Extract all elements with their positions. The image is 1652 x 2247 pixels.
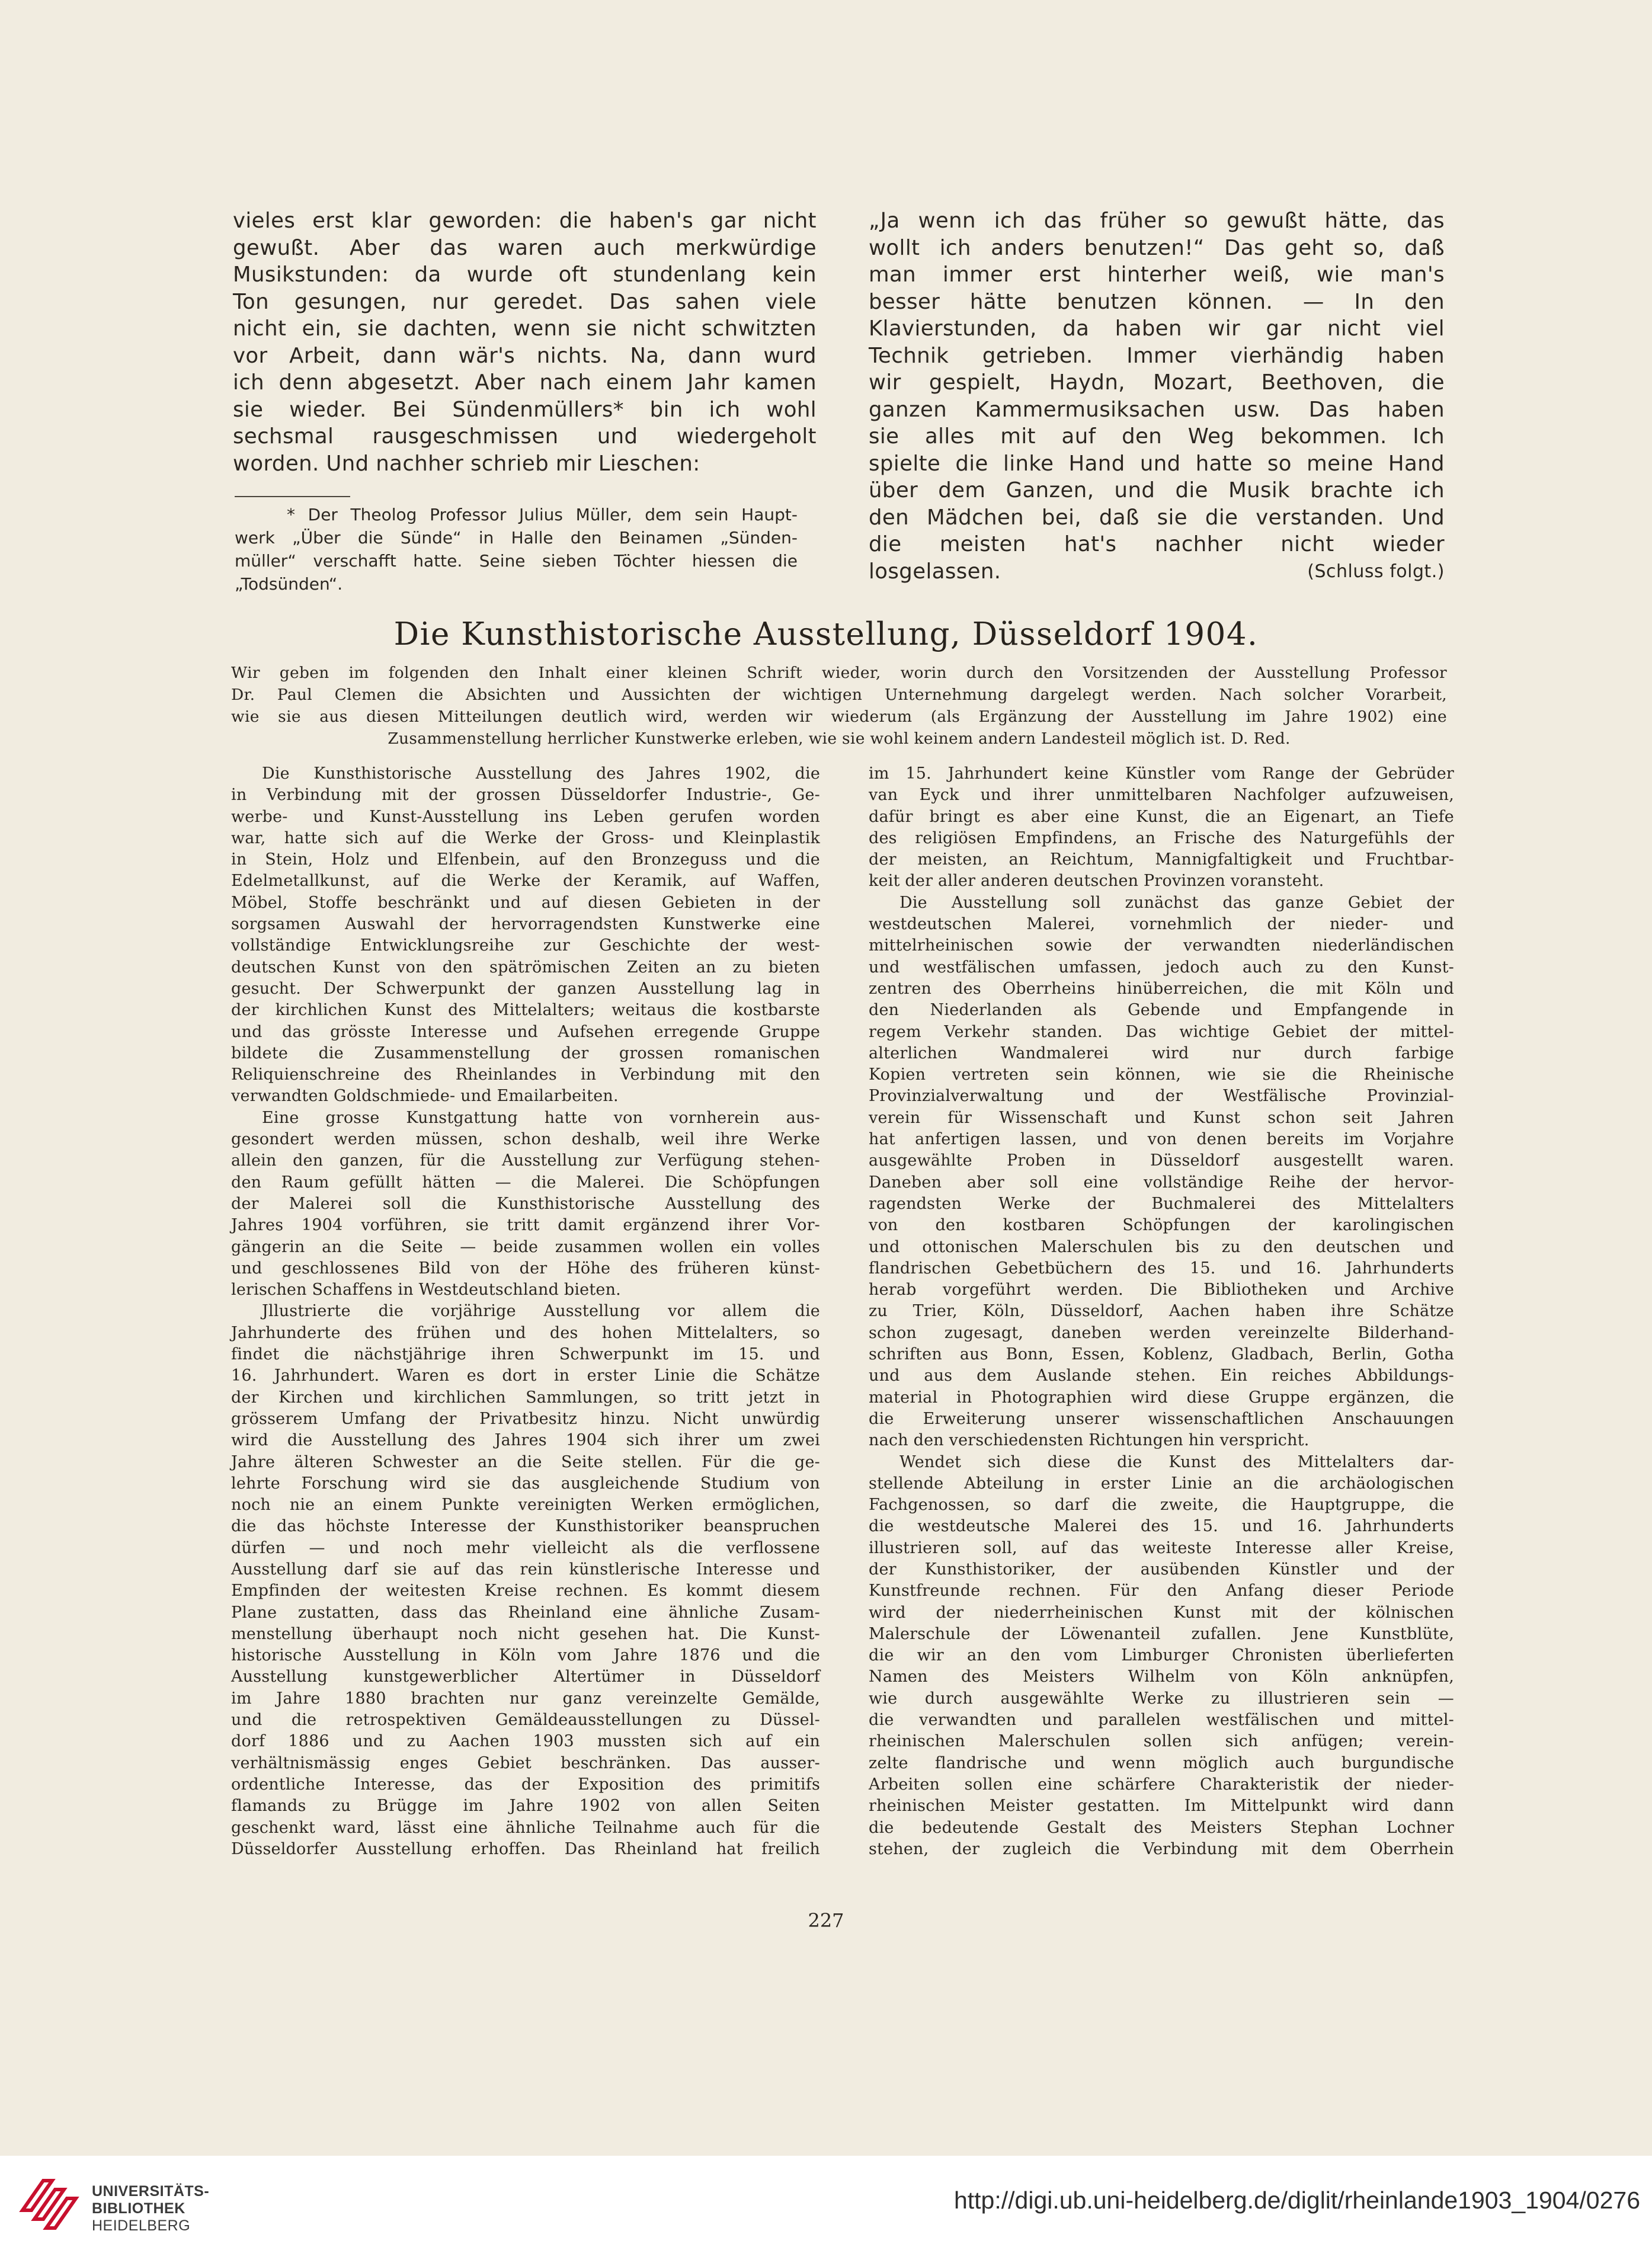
text-line: über dem Ganzen, und die Musik brachte ich: [869, 478, 1445, 502]
text-line: keit der aller anderen deutschen Provinzen voransteht.: [869, 872, 1324, 891]
text-line: Zusammenstellung herrlicher Kunstwerke erleben, wie sie wohl keinem andern Landesteil möglich ist. D. Red.: [388, 729, 1291, 748]
text-line: den Niederlanden als Gebende und Empfangende in: [869, 1001, 1454, 1020]
text-line: worden. Und nachher schrieb mir Lieschen:: [233, 451, 700, 476]
text-line: in Verbindung mit der grossen Düsseldorfer Industrie-, Ge-: [231, 786, 820, 805]
text-line: des religiösen Empfindens, an Frische des Naturgefühls der: [869, 828, 1454, 847]
text-line: wird der niederrheinischen Kunst mit der kölnischen: [869, 1603, 1454, 1622]
text-line: findet die nächstjährige ihren Schwerpunkt im 15. und: [231, 1345, 820, 1364]
text-line: schriften aus Bonn, Essen, Koblenz, Gladbach, Berlin, Gotha: [869, 1345, 1454, 1364]
text-line: stehen, der zugleich die Verbindung mit dem Oberrhein: [869, 1839, 1454, 1858]
text-line: die Erweiterung unserer wissenschaftlichen Anschauungen: [869, 1409, 1454, 1428]
text-line: Jllustrierte die vorjährige Ausstellung vor allem die: [262, 1302, 820, 1321]
library-logo-icon: [17, 2169, 83, 2235]
editorial-intro: [231, 662, 1447, 750]
text-line: Technik getrieben. Immer vierhändig haben: [869, 343, 1445, 368]
text-line: verwandten Goldschmiede- und Emailarbeiten.: [231, 1087, 619, 1106]
text-line: westdeutschen Malerei, vornehmlich der nieder- und: [869, 915, 1454, 934]
text-line: Jahrhunderte des frühen und des hohen Mittelalters, so: [231, 1323, 820, 1342]
text-line: dorf 1886 und zu Aachen 1903 mussten sich auf ein: [231, 1732, 820, 1751]
text-line: gängerin an die Seite — beide zusammen wollen ein volles: [231, 1237, 820, 1256]
text-line: und das grösste Interesse und Aufsehen erregende Gruppe: [231, 1022, 820, 1041]
text-line: die verwandten und parallelen westfälischen und mittel-: [869, 1711, 1454, 1730]
text-line: wie durch ausgewählte Werke zu illustrieren sein —: [869, 1689, 1454, 1708]
text-line: dafür bringt es aber eine Kunst, die an Eigenart, an Tiefe: [869, 807, 1454, 826]
text-line: dürfen — und noch mehr vielleicht als die verflossene: [231, 1538, 820, 1557]
text-line: die westdeutsche Malerei des 15. und 16. Jahrhunderts: [869, 1517, 1454, 1536]
text-line: lerischen Schaffens in Westdeutschland bieten.: [231, 1281, 621, 1299]
text-line: historische Ausstellung in Köln vom Jahre 1876 und die: [231, 1646, 820, 1665]
text-line: Die Kunsthistorische Ausstellung des Jahres 1902, die: [262, 764, 820, 783]
text-line: Empfinden der weitesten Kreise rechnen. Es kommt diesem: [231, 1582, 820, 1601]
lower-left-column: [231, 763, 820, 1860]
text-line: Möbel, Stoffe beschränkt und auf diesen Gebieten in der: [231, 893, 820, 912]
text-line: bildete die Zusammenstellung der grossen romanischen: [231, 1044, 820, 1062]
text-line: gesucht. Der Schwerpunkt der ganzen Ausstellung lag in: [231, 979, 820, 998]
text-line: stellende Abteilung in erster Linie an die archäologischen: [869, 1474, 1454, 1493]
text-line: 16. Jahrhundert. Waren es dort in erster Linie die Schätze: [231, 1366, 820, 1385]
continued-note: (Schluss folgt.): [1307, 561, 1445, 582]
text-line: besser hätte benutzen können. — In den: [869, 289, 1445, 314]
text-line: und geschlossenes Bild von der Höhe des früheren künst-: [231, 1259, 820, 1278]
text-line: die meisten hat's nachher nicht wieder: [869, 532, 1445, 556]
text-line: gewußt. Aber das waren auch merkwürdige: [233, 235, 817, 260]
text-line: Kunstfreunde rechnen. Für den Anfang dieser Periode: [869, 1582, 1454, 1601]
text-line: im 15. Jahrhundert keine Künstler vom Range der Gebrüder: [869, 764, 1454, 783]
library-name-line3: HEIDELBERG: [92, 2217, 191, 2234]
text-line: wollt ich anders benutzen!“ Das geht so, daß: [869, 235, 1445, 260]
text-line: lehrte Forschung wird sie das ausgleichende Studium von: [231, 1474, 820, 1493]
text-line: der meisten, an Reichtum, Mannigfaltigkeit und Fruchtbar-: [869, 850, 1454, 869]
text-line: sie alles mit auf den Weg bekommen. Ich: [869, 424, 1445, 449]
library-name-line2: BIBLIOTHEK: [92, 2200, 185, 2217]
text-line: Provinzialverwaltung und der Westfälische Provinzial-: [869, 1087, 1454, 1106]
text-line: nicht ein, sie dachten, wenn sie nicht schwitzten: [233, 316, 817, 341]
article-heading: Die Kunsthistorische Ausstellung, Düsseldorf 1904.: [393, 616, 1259, 652]
text-line: herab vorgeführt werden. Die Bibliotheken und Archive: [869, 1281, 1454, 1299]
text-line: gesondert werden müssen, schon deshalb, weil ihre Werke: [231, 1130, 820, 1149]
text-line: regem Verkehr standen. Das wichtige Gebiet der mittel-: [869, 1022, 1454, 1041]
text-line: „Ja wenn ich das früher so gewußt hätte, das: [869, 209, 1445, 233]
text-line: man immer erst hinterher weiß, wie man's: [869, 263, 1445, 287]
text-line: und die retrospektiven Gemäldeausstellungen zu Düssel-: [231, 1711, 820, 1730]
text-line: den Raum gefüllt hätten — die Malerei. Die Schöpfungen: [231, 1173, 820, 1192]
text-line: vollständige Entwicklungsreihe zur Geschichte der west-: [231, 936, 820, 955]
text-line: der Kunsthistoriker, der ausübenden Künstler und der: [869, 1560, 1454, 1579]
text-line: zu Trier, Köln, Düsseldorf, Aachen haben ihre Schätze: [869, 1302, 1454, 1321]
text-line: wir gespielt, Haydn, Mozart, Beethoven, die: [869, 370, 1445, 395]
source-url-link[interactable]: http://digi.ub.uni-heidelberg.de/diglit/rheinlande1903_1904/0276: [953, 2187, 1640, 2214]
text-line: verein für Wissenschaft und Kunst schon seit Jahren: [869, 1108, 1454, 1127]
text-line: allein den ganzen, für die Ausstellung zur Verfügung stehen-: [231, 1151, 820, 1170]
text-line: der Malerei soll die Kunsthistorische Ausstellung des: [231, 1194, 820, 1213]
text-line: Klavierstunden, da haben wir gar nicht viel: [869, 316, 1445, 341]
library-name: [92, 2183, 209, 2235]
text-line: Arbeiten sollen eine schärfere Charakteristik der nieder-: [869, 1775, 1454, 1794]
text-line: und westfälischen umfassen, jedoch auch zu den Kunst-: [869, 958, 1454, 977]
text-line: sechsmal rausgeschmissen und wiedergeholt: [233, 424, 817, 449]
text-line: flandrischen Gebetbüchern des 15. und 16. Jahrhunderts: [869, 1259, 1454, 1278]
text-line: wird die Ausstellung des Jahres 1904 sich ihrer um zwei: [231, 1431, 820, 1450]
text-line: sie wieder. Bei Sündenmüllers* bin ich wohl: [233, 397, 817, 422]
text-line: rheinischen Malerschulen sollen sich anfügen; verein-: [869, 1732, 1454, 1751]
text-line: vor Arbeit, dann wär's nichts. Na, dann wurd: [233, 343, 817, 368]
text-line: den Mädchen bei, daß sie die verstanden. Und: [869, 505, 1445, 530]
text-line: hat anfertigen lassen, und von denen bereits im Vorjahre: [869, 1130, 1454, 1149]
text-line: der Kirchen und kirchlichen Sammlungen, so tritt jetzt in: [231, 1388, 820, 1407]
text-line: „Todsünden“.: [235, 574, 343, 594]
text-line: der kirchlichen Kunst des Mittelalters; weitaus die kostbarste: [231, 1001, 820, 1020]
text-line: ordentliche Interesse, das der Exposition des primitifs: [231, 1775, 820, 1794]
text-line: wie sie aus diesen Mitteilungen deutlich wird, werden wir wiederum (als Ergänzung der Ausstellung im Jahre 1902) eine: [231, 708, 1447, 726]
footnote: [235, 503, 798, 596]
text-line: Malerschule der Löwenanteil zufallen. Jene Kunstblüte,: [869, 1624, 1454, 1643]
text-line: und ottonischen Malerschulen bis zu den deutschen und: [869, 1237, 1454, 1256]
text-line: Die Ausstellung soll zunächst das ganze Gebiet der: [899, 893, 1454, 912]
text-line: zentren des Oberrheins hinüberreichen, die mit Köln und: [869, 979, 1454, 998]
text-line: rheinischen Meister gestatten. Im Mittelpunkt wird dann: [869, 1797, 1454, 1816]
text-line: grösserem Umfang der Privatbesitz hinzu. Nicht unwürdig: [231, 1409, 820, 1428]
text-line: Musikstunden: da wurde oft stundenlang kein: [233, 263, 817, 287]
text-line: Namen des Meisters Wilhelm von Köln anknüpfen,: [869, 1667, 1454, 1686]
text-line: werk „Über die Sünde“ in Halle den Beinamen „Sünden-: [235, 528, 798, 548]
text-line: schon zugesagt, daneben werden vereinzelte Bilderhand-: [869, 1323, 1454, 1342]
text-line: ich denn abgesetzt. Aber nach einem Jahr kamen: [233, 370, 817, 395]
text-line: Dr. Paul Clemen die Absichten und Aussichten der wichtigen Unternehmung dargelegt werden. Nach solcher Vorarbeit,: [231, 686, 1447, 704]
text-line: die wir an den vom Limburger Chronisten überlieferten: [869, 1646, 1454, 1665]
upper-right-column: [869, 207, 1445, 585]
text-line: Reliquienschreine des Rheinlandes in Verbindung mit den: [231, 1065, 820, 1084]
text-line: Jahres 1904 vorführen, sie tritt damit ergänzend ihrer Vor-: [231, 1216, 820, 1235]
text-line: deutschen Kunst von den spätrömischen Zeiten an zu bieten: [231, 958, 820, 977]
text-line: flamands zu Brügge im Jahre 1902 von allen Seiten: [231, 1797, 820, 1816]
text-line: noch nie an einem Punkte vereinigten Werken ermöglichen,: [231, 1496, 820, 1515]
text-line: ganzen Kammermusiksachen usw. Das haben: [869, 397, 1445, 422]
text-line: Edelmetallkunst, auf die Werke der Keramik, auf Waffen,: [231, 872, 820, 891]
text-line: geschenkt ward, lässt eine ähnliche Teilnahme auch für die: [231, 1818, 820, 1837]
upper-left-column: [233, 207, 817, 477]
text-line: verhältnismässig enges Gebiet beschränken. Das ausser-: [231, 1753, 820, 1772]
text-line: zelte flandrische und wenn möglich auch burgundische: [869, 1753, 1454, 1772]
text-line: alterlichen Wandmalerei wird nur durch farbige: [869, 1044, 1454, 1062]
text-line: sorgsamen Auswahl der hervorragendsten Kunstwerke eine: [231, 915, 820, 934]
text-line: spielte die linke Hand und hatte so meine Hand: [869, 451, 1445, 476]
text-line: losgelassen. (Schluss folgt.): [869, 558, 1445, 585]
text-line: Ton gesungen, nur geredet. Das sahen viele: [233, 289, 817, 314]
text-line: nach den verschiedensten Richtungen hin verspricht.: [869, 1431, 1310, 1450]
text-line: ragendsten Werke der Buchmalerei des Mittelalters: [869, 1194, 1454, 1213]
text-line: Jahre älteren Schwester an die Seite stellen. Für die ge-: [231, 1452, 820, 1471]
text-line: im Jahre 1880 brachten nur ganz vereinzelte Gemälde,: [231, 1689, 820, 1708]
text-line: Ausstellung darf sie auf das rein künstlerische Interesse und: [231, 1560, 820, 1579]
text-line: Kopien vertreten sein können, wie sie die Rheinische: [869, 1065, 1454, 1084]
text-line: Düsseldorfer Ausstellung erhoffen. Das Rheinland hat freilich: [231, 1839, 820, 1858]
text-line: werbe- und Kunst-Ausstellung ins Leben gerufen worden: [231, 807, 820, 826]
footnote-rule: [235, 496, 350, 497]
text-line: die bedeutende Gestalt des Meisters Stephan Lochner: [869, 1818, 1454, 1837]
text-line: Ausstellung kunstgewerblicher Altertümer in Düsseldorf: [231, 1667, 820, 1686]
text-line: Wendet sich diese die Kunst des Mittelalters dar-: [899, 1452, 1454, 1471]
text-line: material in Photographien wird diese Gruppe ergänzen, die: [869, 1388, 1454, 1407]
text-line: Wir geben im folgenden den Inhalt einer kleinen Schrift wieder, worin durch den Vorsitzenden der Ausstellung Professor: [231, 664, 1447, 682]
page-number: 227: [808, 1909, 844, 1932]
text-line: * Der Theolog Professor Julius Müller, dem sein Haupt-: [287, 505, 798, 524]
text-line: menstellung überhaupt noch nicht gesehen hat. Die Kunst-: [231, 1624, 820, 1643]
text-line: vieles erst klar geworden: die haben's gar nicht: [233, 209, 817, 233]
text-line: in Stein, Holz und Elfenbein, auf den Bronzeguss und die: [231, 850, 820, 869]
text-line: müller“ verschafft hatte. Seine sieben Töchter hiessen die: [235, 551, 798, 571]
text-line: ausgewählte Proben in Düsseldorf ausgestellt waren.: [869, 1151, 1454, 1170]
text-line: illustrieren soll, auf das weiteste Interesse aller Kreise,: [869, 1538, 1454, 1557]
library-name-line1: UNIVERSITÄTS-: [92, 2183, 210, 2200]
text-line: Plane zustatten, dass das Rheinland eine ähnliche Zusam-: [231, 1603, 820, 1622]
text-line: Daneben aber soll eine vollständige Reihe der hervor-: [869, 1173, 1454, 1192]
text-line: Eine grosse Kunstgattung hatte von vornherein aus-: [262, 1108, 820, 1127]
text-line: die das höchste Interesse der Kunsthistoriker beanspruchen: [231, 1517, 820, 1536]
text-line: Fachgenossen, so darf die zweite, die Hauptgruppe, die: [869, 1496, 1454, 1515]
text-line: von den kostbaren Schöpfungen der karolingischen: [869, 1216, 1454, 1235]
text-line: und aus dem Auslande stehen. Ein reiches Abbildungs-: [869, 1366, 1454, 1385]
text-line: war, hatte sich auf die Werke der Gross- und Kleinplastik: [231, 828, 820, 847]
lower-right-column: [869, 763, 1454, 1860]
text-line: mittelrheinischen sowie der verwandten niederländischen: [869, 936, 1454, 955]
text-line: van Eyck und ihrer unmittelbaren Nachfolger aufzuweisen,: [869, 786, 1454, 805]
library-footer: [0, 2156, 1652, 2247]
